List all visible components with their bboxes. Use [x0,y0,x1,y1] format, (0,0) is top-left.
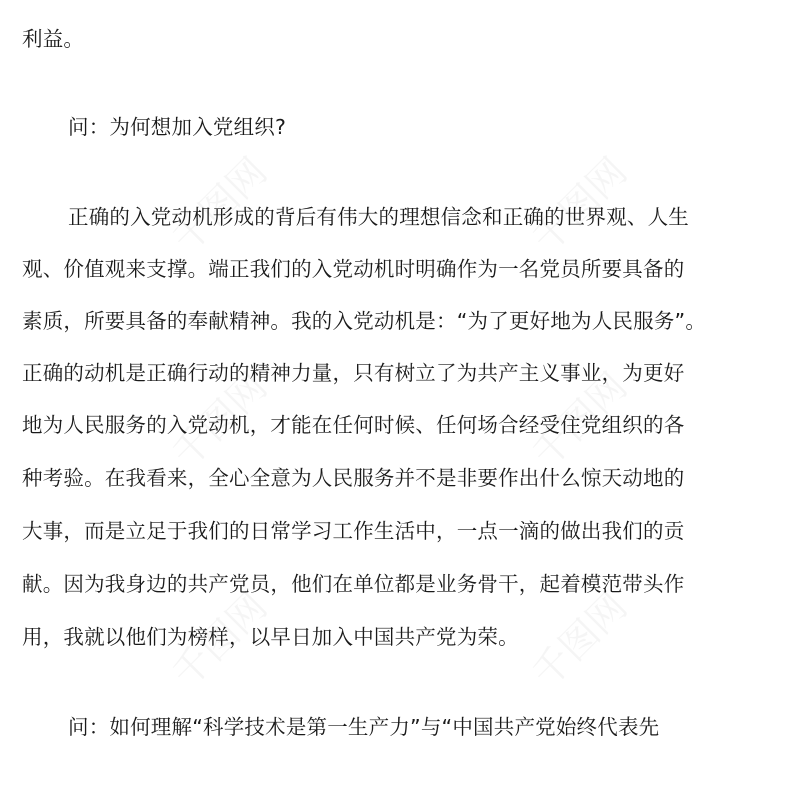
paragraph-line: 观、价值观来支撑。端正我们的入党动机时明确作为一名党员所要具备的 [22,257,685,281]
paragraph-line: 种考验。在我看来，全心全意为人民服务并不是非要作出什么惊天动地的 [22,466,685,490]
paragraph-line: 利益。 [22,27,85,51]
watermark: 千图网 [163,584,276,696]
paragraph-line: 正确的动机是正确行动的精神力量，只有树立了为共产主义事业，为更好 [22,361,685,385]
watermark: 千图网 [163,364,276,476]
question-heading: 问：为何想加入党组织? [68,115,287,139]
paragraph-line: 用，我就以他们为榜样，以早日加入中国共产党为荣。 [22,625,519,649]
paragraph-line: 正确的入党动机形成的背后有伟大的理想信念和正确的世界观、人生 [68,205,689,229]
watermark: 千图网 [523,364,636,476]
paragraph-line: 献。因为我身边的共产党员，他们在单位都是业务骨干，起着模范带头作 [22,572,685,596]
watermark: 千图网 [523,149,636,261]
question-heading: 问：如何理解“科学技术是第一生产力”与“中国共产党始终代表先 [68,715,660,739]
paragraph-line: 大事，而是立足于我们的日常学习工作生活中，一点一滴的做出我们的贡 [22,519,685,543]
watermark: 千图网 [523,584,636,696]
paragraph-line: 地为人民服务的入党动机，才能在任何时候、任何场合经受住党组织的各 [22,413,685,437]
paragraph-line: 素质，所要具备的奉献精神。我的入党动机是：“为了更好地为人民服务”。 [22,309,707,333]
watermark: 千图网 [163,149,276,261]
